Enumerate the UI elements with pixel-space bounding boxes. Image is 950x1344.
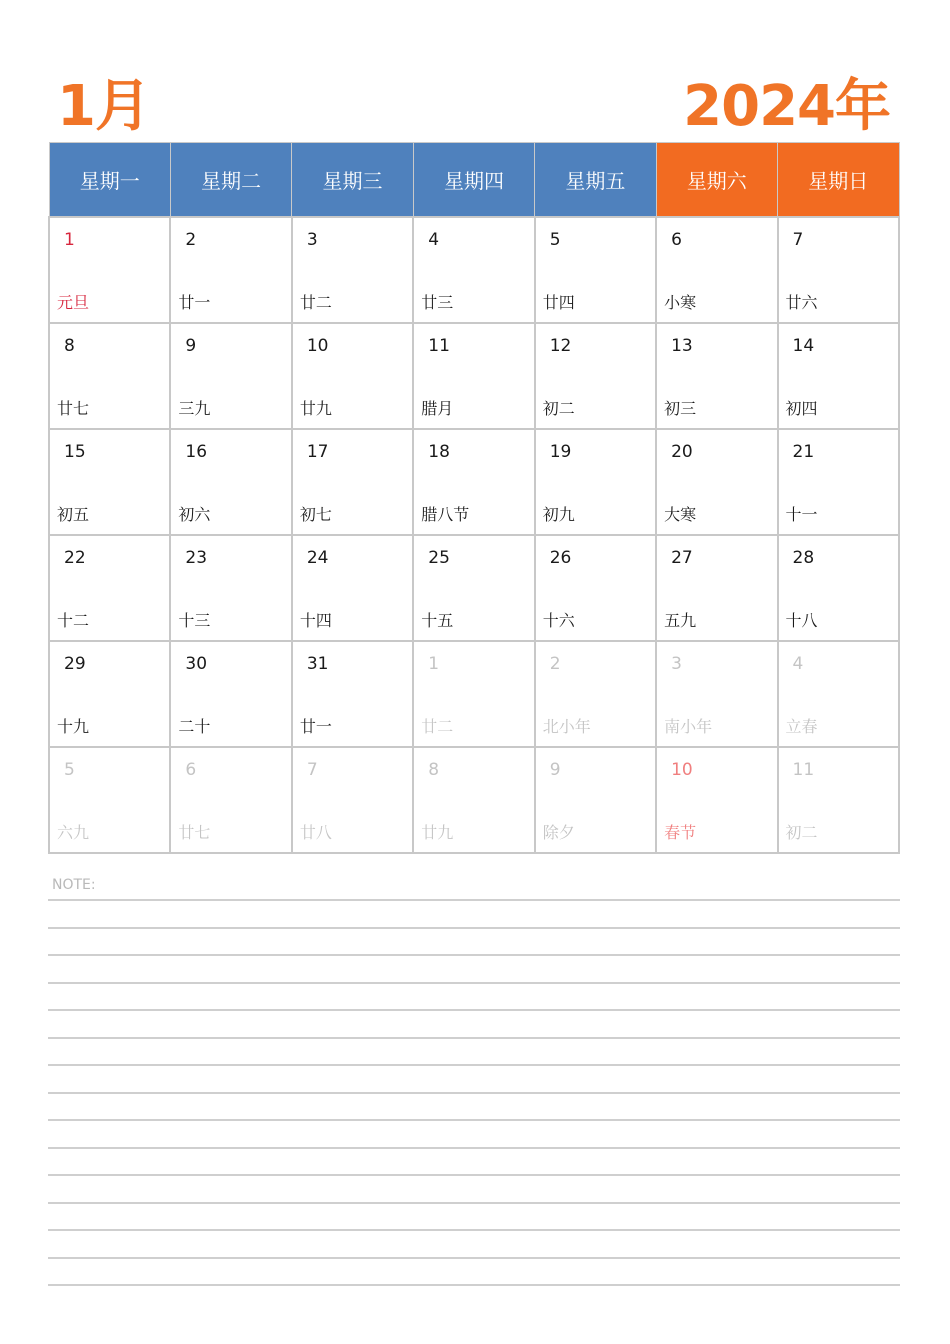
day-number: 11	[428, 336, 450, 356]
note-rule-line	[48, 1174, 900, 1176]
lunar-date: 十一	[785, 505, 818, 524]
lunar-date: 腊八节	[421, 505, 470, 524]
calendar-day-cell[interactable]	[170, 217, 291, 323]
note-rule-line	[48, 1202, 900, 1204]
lunar-date: 春节	[664, 823, 697, 842]
calendar-day-cell[interactable]	[292, 323, 413, 429]
calendar-day-cell[interactable]	[413, 429, 534, 535]
day-number: 1	[64, 230, 75, 250]
day-number: 12	[549, 336, 572, 356]
lunar-date: 十六	[542, 611, 575, 630]
calendar-day-cell[interactable]	[778, 323, 899, 429]
day-number: 8	[64, 336, 75, 356]
day-number: 11	[792, 760, 815, 780]
calendar-week-row	[49, 747, 899, 853]
day-number: 17	[306, 442, 329, 462]
calendar-day-cell[interactable]	[170, 641, 291, 747]
note-rule-line	[48, 1064, 900, 1066]
day-number: 2	[185, 230, 197, 250]
note-lines	[48, 899, 900, 1312]
day-number: 22	[64, 548, 86, 568]
day-number: 24	[306, 548, 329, 568]
day-number: 14	[792, 336, 815, 356]
lunar-date: 十四	[299, 611, 332, 630]
calendar-week-row	[49, 429, 899, 535]
lunar-date: 初七	[299, 505, 332, 524]
note-rule-line	[48, 954, 900, 956]
day-number: 23	[185, 548, 208, 568]
lunar-date: 廿七	[57, 399, 90, 418]
calendar-day-cell[interactable]	[49, 535, 170, 641]
note-rule-line	[48, 1009, 900, 1011]
note-rule-line	[48, 982, 900, 984]
lunar-date: 初五	[57, 505, 90, 524]
note-rule-line	[48, 1119, 900, 1121]
calendar-day-cell[interactable]	[49, 747, 170, 853]
calendar-day-cell[interactable]	[778, 217, 899, 323]
calendar-grid	[48, 142, 900, 854]
calendar-day-cell[interactable]	[778, 747, 899, 853]
lunar-date: 廿一	[178, 293, 211, 312]
lunar-date: 元旦	[57, 293, 90, 312]
day-number: 16	[185, 442, 208, 462]
lunar-date: 立春	[785, 717, 818, 736]
weekday-header-fri: 星期五	[535, 143, 656, 218]
weekday-header-tue: 星期二	[170, 143, 291, 218]
day-number: 10	[306, 336, 329, 356]
calendar-week-row	[49, 323, 899, 429]
year-title: 2024年	[683, 74, 890, 139]
calendar-day-cell[interactable]	[49, 429, 170, 535]
month-title: 1月	[57, 74, 150, 139]
calendar-day-cell[interactable]	[778, 429, 899, 535]
weekday-header-mon: 星期一	[49, 143, 170, 218]
lunar-date: 南小年	[664, 717, 713, 736]
day-number: 7	[792, 230, 804, 250]
calendar-week-row	[49, 217, 899, 323]
calendar-day-cell[interactable]	[292, 217, 413, 323]
weekday-header-row	[49, 143, 899, 218]
calendar-day-cell[interactable]	[413, 217, 534, 323]
day-number: 6	[671, 230, 682, 250]
weekday-header-wed: 星期三	[292, 143, 413, 218]
day-number: 10	[671, 760, 693, 780]
lunar-date: 初二	[785, 823, 818, 842]
lunar-date: 二十	[178, 717, 211, 736]
note-rule-line	[48, 927, 900, 929]
weekday-header-sat: 星期六	[656, 143, 777, 218]
day-number: 5	[549, 230, 561, 250]
day-number: 7	[306, 760, 318, 780]
lunar-date: 十九	[57, 717, 90, 736]
calendar-day-cell[interactable]	[170, 747, 291, 853]
note-rule-line	[48, 1284, 900, 1286]
lunar-date: 初三	[664, 399, 697, 418]
calendar-day-cell[interactable]	[49, 217, 170, 323]
weekday-header-thu: 星期四	[413, 143, 534, 218]
lunar-date: 腊月	[421, 399, 454, 418]
calendar-day-cell[interactable]	[413, 323, 534, 429]
lunar-date: 廿二	[421, 717, 454, 736]
note-label: NOTE:	[52, 877, 96, 893]
note-rule-line	[48, 1229, 900, 1231]
lunar-date: 大寒	[664, 505, 697, 524]
lunar-date: 十二	[57, 611, 90, 630]
day-number: 2	[549, 654, 561, 674]
day-number: 28	[792, 548, 815, 568]
calendar-body	[49, 217, 899, 853]
calendar-day-cell[interactable]	[49, 641, 170, 747]
note-rule-line	[48, 1092, 900, 1094]
day-number: 8	[428, 760, 440, 780]
calendar-day-cell[interactable]	[778, 535, 899, 641]
lunar-date: 廿八	[299, 823, 332, 842]
calendar-day-cell[interactable]	[656, 429, 777, 535]
day-number: 15	[64, 442, 86, 462]
lunar-date: 三九	[178, 399, 211, 418]
lunar-date: 除夕	[542, 823, 575, 842]
lunar-date: 十三	[178, 611, 211, 630]
day-number: 25	[428, 548, 450, 568]
lunar-date: 廿九	[299, 399, 332, 418]
calendar-day-cell[interactable]	[656, 747, 777, 853]
day-number: 30	[185, 654, 208, 674]
day-number: 5	[64, 760, 75, 780]
calendar-day-cell[interactable]	[656, 641, 777, 747]
lunar-date: 廿四	[542, 293, 575, 312]
day-number: 4	[792, 654, 804, 674]
calendar-day-cell[interactable]	[413, 641, 534, 747]
lunar-date: 廿三	[421, 293, 454, 312]
day-number: 13	[671, 336, 693, 356]
calendar-day-cell[interactable]	[292, 429, 413, 535]
lunar-date: 初九	[542, 505, 575, 524]
calendar-day-cell[interactable]	[413, 535, 534, 641]
day-number: 4	[428, 230, 440, 250]
calendar-day-cell[interactable]	[292, 747, 413, 853]
note-rule-line	[48, 1147, 900, 1149]
calendar-day-cell[interactable]	[535, 217, 656, 323]
lunar-date: 廿七	[178, 823, 211, 842]
lunar-date: 廿一	[299, 717, 332, 736]
calendar-week-row	[49, 535, 899, 641]
lunar-date: 廿九	[421, 823, 454, 842]
calendar-day-cell[interactable]	[656, 535, 777, 641]
calendar-day-cell[interactable]	[170, 323, 291, 429]
calendar-day-cell[interactable]	[778, 641, 899, 747]
day-number: 18	[428, 442, 450, 462]
lunar-date: 初六	[178, 505, 211, 524]
day-number: 26	[549, 548, 572, 568]
lunar-date: 初四	[785, 399, 818, 418]
lunar-date: 十五	[421, 611, 454, 630]
calendar-day-cell[interactable]	[413, 747, 534, 853]
calendar-day-cell[interactable]	[535, 535, 656, 641]
calendar-day-cell[interactable]	[170, 535, 291, 641]
day-number: 27	[671, 548, 693, 568]
note-rule-line	[48, 1257, 900, 1259]
note-rule-line	[48, 899, 900, 901]
day-number: 1	[428, 654, 440, 674]
day-number: 6	[185, 760, 197, 780]
weekday-header-sun: 星期日	[778, 143, 899, 218]
calendar-day-cell[interactable]	[292, 535, 413, 641]
calendar-week-row	[49, 641, 899, 747]
calendar-day-cell[interactable]	[535, 323, 656, 429]
calendar-day-cell[interactable]	[292, 641, 413, 747]
day-number: 20	[671, 442, 693, 462]
calendar-day-cell[interactable]	[656, 323, 777, 429]
calendar-day-cell[interactable]	[535, 747, 656, 853]
lunar-date: 北小年	[542, 717, 591, 736]
day-number: 21	[792, 442, 815, 462]
day-number: 9	[185, 336, 197, 356]
calendar-day-cell[interactable]	[170, 429, 291, 535]
lunar-date: 六九	[57, 823, 90, 842]
note-rule-line	[48, 1037, 900, 1039]
day-number: 19	[549, 442, 572, 462]
lunar-date: 廿六	[785, 293, 818, 312]
day-number: 3	[671, 654, 682, 674]
lunar-date: 十八	[785, 611, 818, 630]
day-number: 31	[306, 654, 329, 674]
calendar-day-cell[interactable]	[49, 323, 170, 429]
calendar-day-cell[interactable]	[656, 217, 777, 323]
day-number: 29	[64, 654, 86, 674]
lunar-date: 小寒	[664, 293, 697, 312]
lunar-date: 初二	[542, 399, 575, 418]
calendar-day-cell[interactable]	[535, 641, 656, 747]
lunar-date: 廿二	[299, 293, 332, 312]
day-number: 3	[306, 230, 318, 250]
calendar-day-cell[interactable]	[535, 429, 656, 535]
day-number: 9	[549, 760, 561, 780]
lunar-date: 五九	[664, 611, 697, 630]
